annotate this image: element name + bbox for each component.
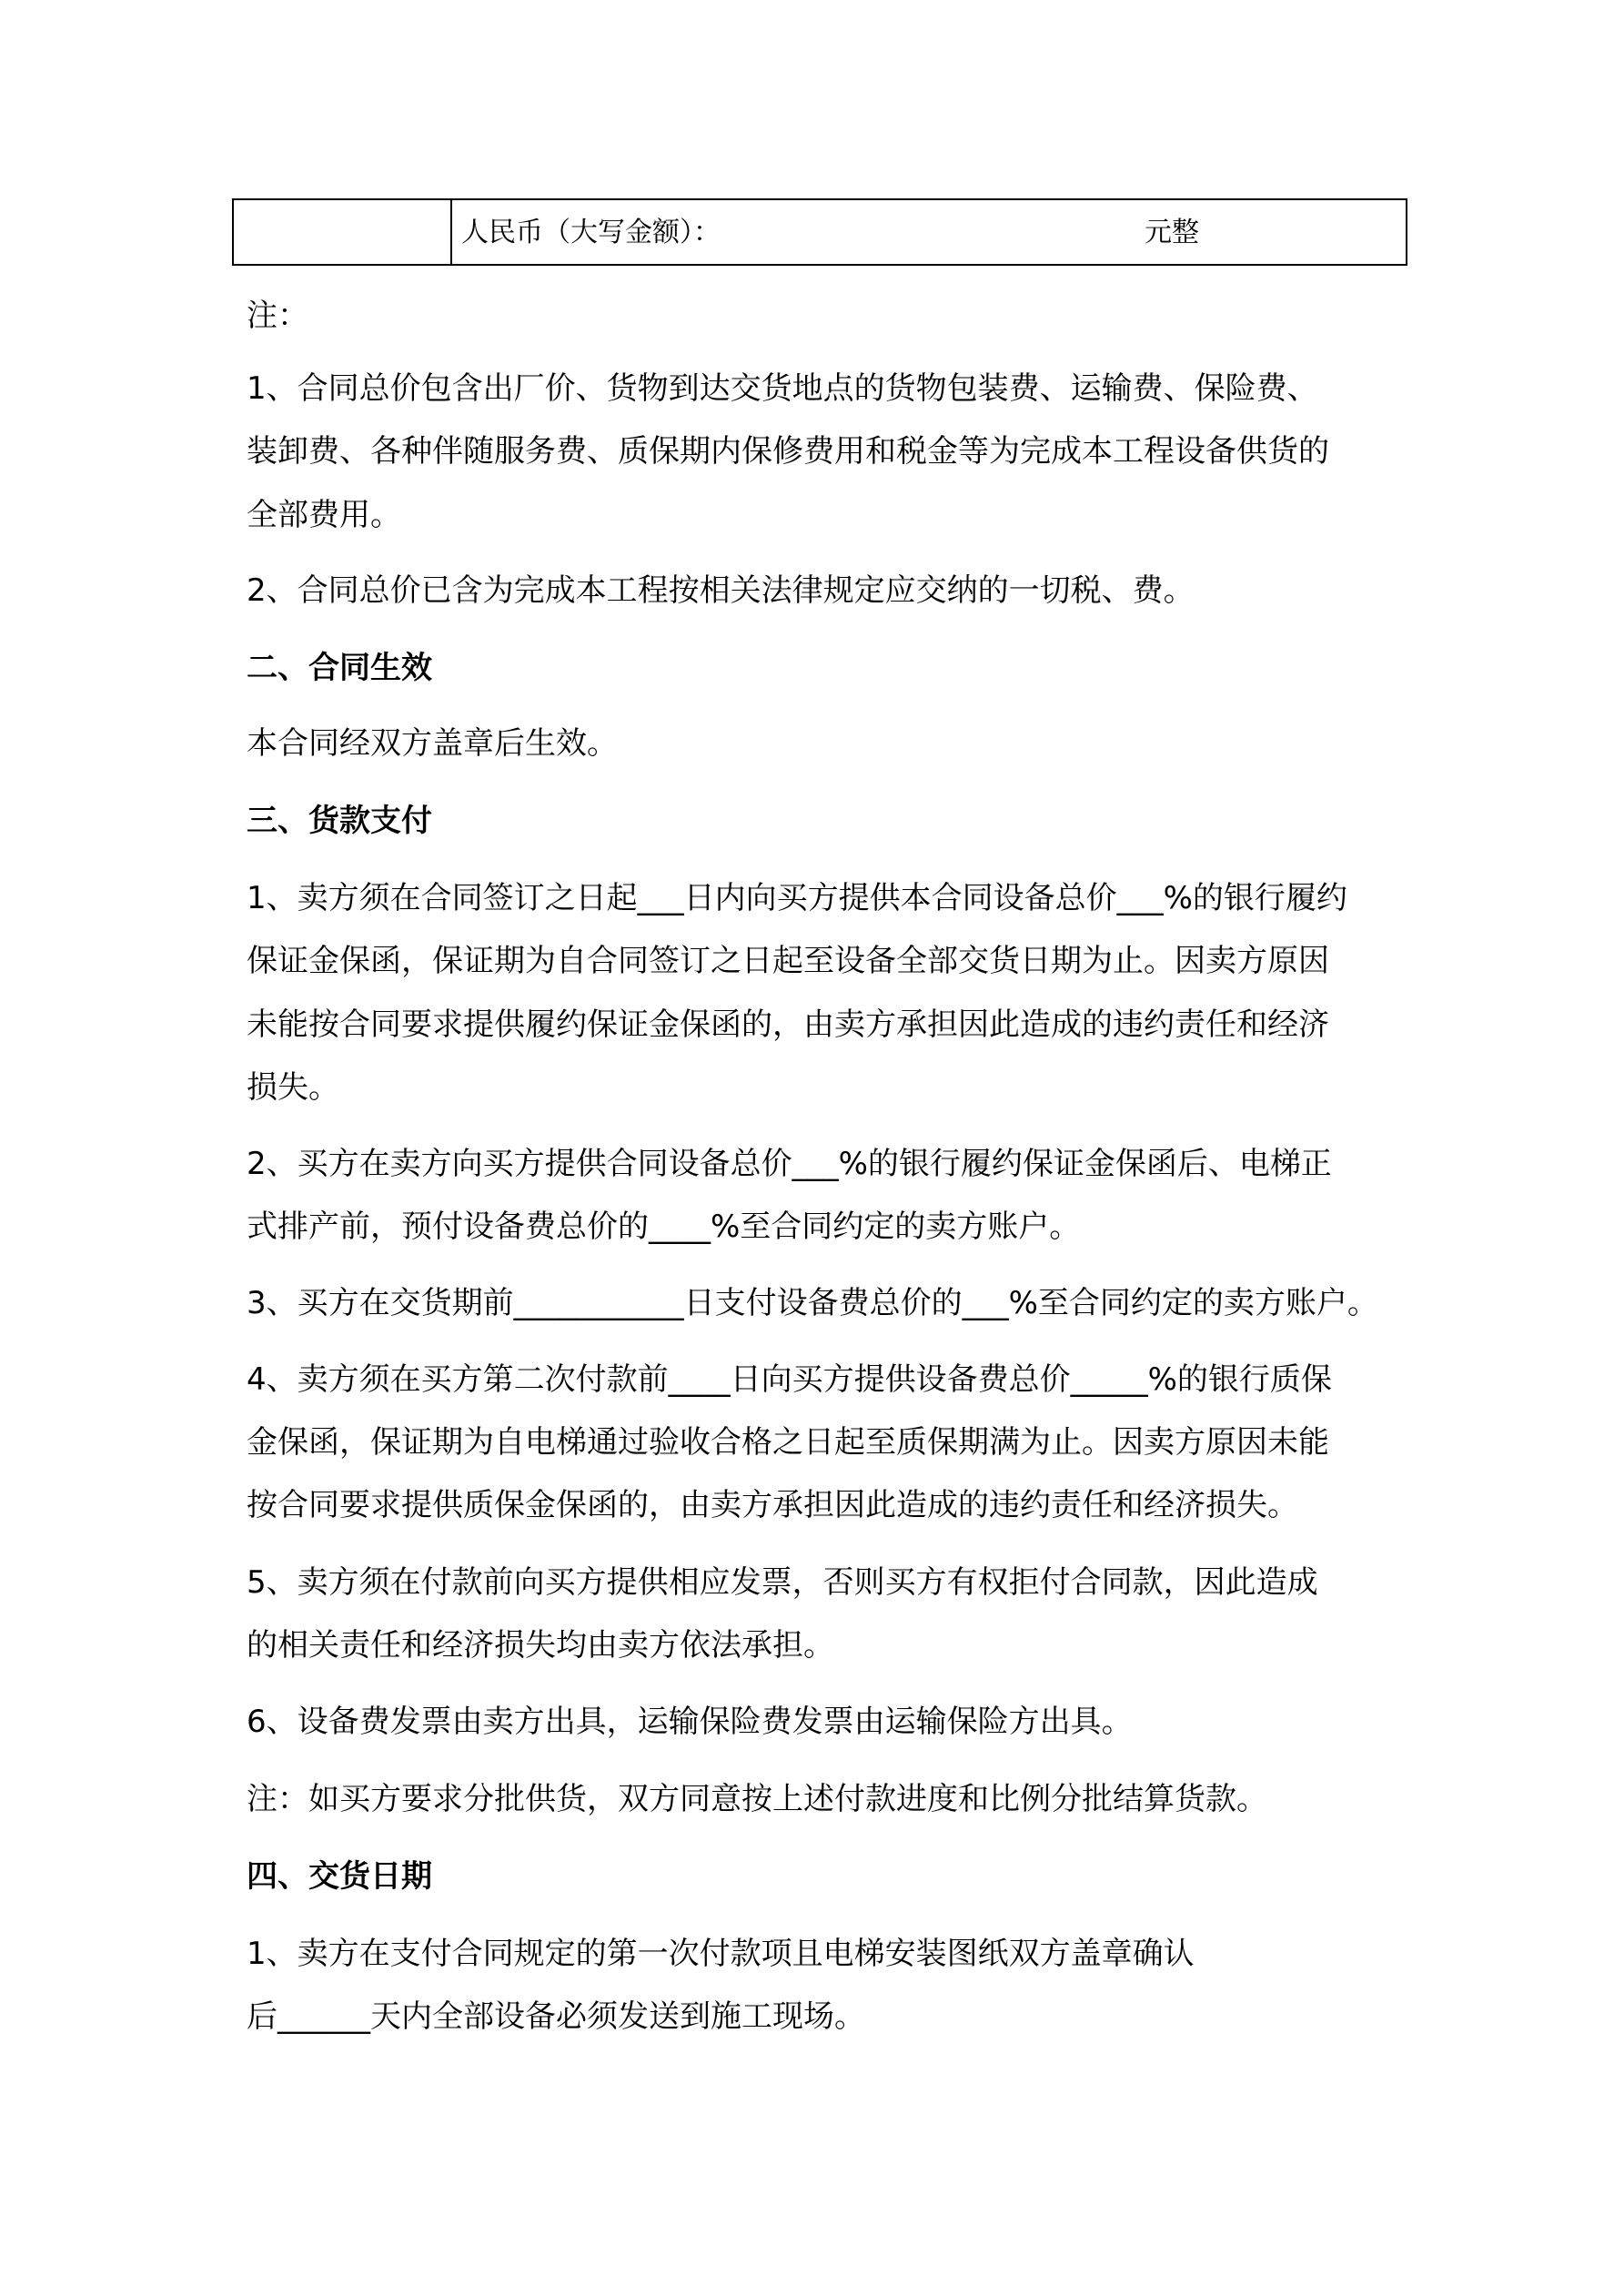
paragraph-line: 未能按合同要求提供履约保证金保函的，由卖方承担因此造成的违约责任和经济: [247, 1006, 1329, 1043]
paragraph-line: 注：如买方要求分批供货，双方同意按上述付款进度和比例分批结算货款。: [247, 1781, 1267, 1817]
paragraph-line: 本合同经双方盖章后生效。: [247, 725, 618, 762]
paragraph-line: 5、卖方须在付款前向买方提供相应发票，否则买方有权拒付合同款，因此造成: [247, 1564, 1318, 1601]
paragraph-line: 6、设备费发票由卖方出具，运输保险费发票由运输保险方出具。: [247, 1704, 1133, 1740]
paragraph-line: 金保函，保证期为自电梯通过验收合格之日起至质保期满为止。因卖方原因未能: [247, 1424, 1329, 1461]
paragraph-line: 后______天内全部设备必须发送到施工现场。: [247, 1998, 865, 2035]
paragraph-line: 4、卖方须在买方第二次付款前____日向买方提供设备费总价_____%的银行质保: [247, 1361, 1332, 1398]
paragraph-line: 2、买方在卖方向买方提供合同设备总价___%的银行履约保证金保函后、电梯正: [247, 1146, 1332, 1182]
paragraph-line: 装卸费、各种伴随服务费、质保期内保修费用和税金等为完成本工程设备供货的: [247, 433, 1329, 470]
paragraph-line: 按合同要求提供质保金保函的，由卖方承担因此造成的违约责任和经济损失。: [247, 1487, 1298, 1523]
paragraph-line: 保证金保函，保证期为自合同签订之日起至设备全部交货日期为止。因卖方原因: [247, 943, 1329, 979]
paragraph-line: 3、买方在交货期前___________日支付设备费总价的___%至合同约定的卖方账户。: [247, 1285, 1378, 1321]
amount-label: 人民币（大写金额）：: [461, 217, 721, 248]
note-label: 注：: [247, 298, 308, 334]
paragraph-line: 1、卖方须在合同签订之日起___日内向买方提供本合同设备总价___%的银行履约: [247, 880, 1347, 916]
price-table-amount-cell: [452, 200, 1406, 264]
paragraph-line: 的相关责任和经济损失均由卖方依法承担。: [247, 1627, 834, 1664]
paragraph-line: 1、合同总价包含出厂价、货物到达交货地点的货物包装费、运输费、保险费、: [247, 370, 1318, 407]
paragraph-line: 损失。: [247, 1069, 339, 1106]
section-heading: 四、交货日期: [247, 1858, 432, 1895]
paragraph-line: 全部费用。: [247, 497, 401, 533]
section-heading: 三、货款支付: [247, 803, 432, 839]
price-table-empty-cell: [234, 200, 452, 264]
price-table: [232, 198, 1407, 266]
amount-suffix: 元整: [1145, 217, 1199, 248]
paragraph-line: 式排产前，预付设备费总价的____%至合同约定的卖方账户。: [247, 1209, 1081, 1245]
section-heading: 二、合同生效: [247, 650, 432, 686]
paragraph-line: 1、卖方在支付合同规定的第一次付款项且电梯安装图纸双方盖章确认: [247, 1936, 1195, 1972]
paragraph-line: 2、合同总价已含为完成本工程按相关法律规定应交纳的一切税、费。: [247, 572, 1195, 609]
